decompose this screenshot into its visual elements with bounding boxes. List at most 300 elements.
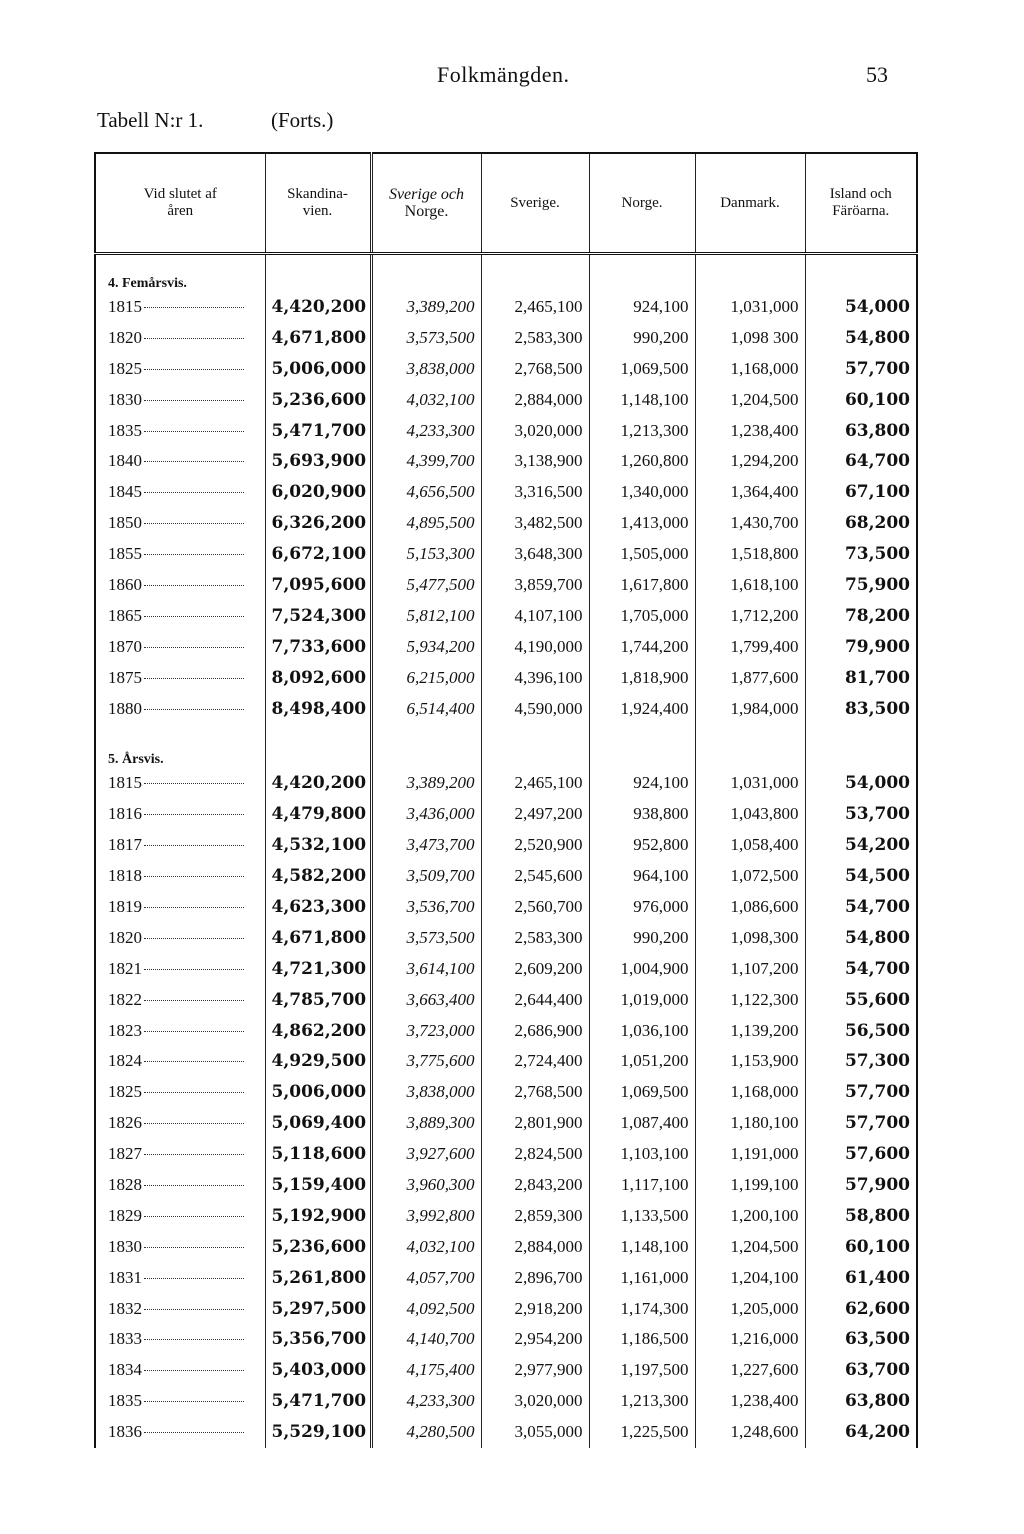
year-label: 1826 [108, 1113, 142, 1133]
cell-danmark: 1,122,300 [695, 984, 805, 1015]
cell-sverige: 3,316,500 [481, 477, 589, 508]
cell-sverige-och-norge: 3,723,000 [371, 1015, 481, 1046]
table-row [95, 353, 917, 384]
year-label: 1840 [108, 451, 142, 471]
cell-sverige: 2,724,400 [481, 1046, 589, 1077]
empty-cell [371, 724, 481, 768]
dot-leader [144, 585, 244, 586]
section-heading: 4. Femårsvis. [95, 254, 265, 292]
cell-sverige: 2,801,900 [481, 1108, 589, 1139]
cell-sverige-och-norge: 3,473,700 [371, 830, 481, 861]
cell-year [95, 322, 265, 353]
dot-leader [144, 1061, 244, 1062]
dot-leader [144, 709, 244, 710]
cell-year [95, 508, 265, 539]
section-heading-row [95, 254, 917, 292]
cell-norge: 976,000 [589, 892, 695, 923]
cell-island-och-faroarna: 64,700 [805, 446, 917, 477]
cell-island-och-faroarna: 54,500 [805, 861, 917, 892]
cell-skandinavien: 8,092,600 [265, 662, 371, 693]
cell-sverige: 2,465,100 [481, 768, 589, 799]
cell-danmark: 1,364,400 [695, 477, 805, 508]
cell-norge: 1,004,900 [589, 953, 695, 984]
cell-sverige-och-norge: 3,509,700 [371, 861, 481, 892]
table-row [95, 799, 917, 830]
table-row [95, 1170, 917, 1201]
dot-leader [144, 1185, 244, 1186]
cell-norge: 1,225,500 [589, 1417, 695, 1448]
year-label: 1820 [108, 327, 142, 347]
dot-leader [144, 845, 244, 846]
cell-sverige-och-norge: 3,775,600 [371, 1046, 481, 1077]
cell-skandinavien: 5,006,000 [265, 353, 371, 384]
empty-cell [265, 724, 371, 768]
cell-norge: 1,019,000 [589, 984, 695, 1015]
population-table-container [94, 152, 916, 1448]
cell-sverige: 3,020,000 [481, 1386, 589, 1417]
cell-danmark: 1,200,100 [695, 1200, 805, 1231]
column-header-danmark: Danmark. [695, 153, 805, 254]
cell-skandinavien: 6,672,100 [265, 539, 371, 570]
cell-year [95, 1139, 265, 1170]
table-row [95, 1262, 917, 1293]
dot-leader [144, 876, 244, 877]
cell-sverige-och-norge: 3,960,300 [371, 1170, 481, 1201]
dot-leader [144, 1309, 244, 1310]
cell-sverige: 2,520,900 [481, 830, 589, 861]
table-row [95, 570, 917, 601]
empty-cell [265, 254, 371, 292]
cell-skandinavien: 5,297,500 [265, 1293, 371, 1324]
year-label: 1817 [108, 835, 142, 855]
cell-skandinavien: 5,192,900 [265, 1200, 371, 1231]
cell-island-och-faroarna: 73,500 [805, 539, 917, 570]
cell-skandinavien: 4,929,500 [265, 1046, 371, 1077]
cell-sverige: 2,977,900 [481, 1355, 589, 1386]
cell-sverige-och-norge: 5,477,500 [371, 570, 481, 601]
cell-island-och-faroarna: 54,700 [805, 953, 917, 984]
cell-year [95, 1077, 265, 1108]
dot-leader [144, 678, 244, 679]
cell-skandinavien: 4,623,300 [265, 892, 371, 923]
cell-island-och-faroarna: 62,600 [805, 1293, 917, 1324]
year-label: 1831 [108, 1267, 142, 1287]
year-label: 1834 [108, 1360, 142, 1380]
cell-island-och-faroarna: 57,700 [805, 353, 917, 384]
cell-sverige-och-norge: 3,889,300 [371, 1108, 481, 1139]
year-label: 1855 [108, 544, 142, 564]
cell-sverige: 3,138,900 [481, 446, 589, 477]
cell-skandinavien: 5,006,000 [265, 1077, 371, 1108]
header-row [95, 153, 917, 254]
cell-sverige: 2,465,100 [481, 292, 589, 323]
dot-leader [144, 907, 244, 908]
population-table [94, 152, 918, 1448]
cell-year [95, 662, 265, 693]
cell-sverige: 4,590,000 [481, 693, 589, 724]
cell-danmark: 1,238,400 [695, 1386, 805, 1417]
year-label: 1829 [108, 1205, 142, 1225]
cell-sverige: 2,843,200 [481, 1170, 589, 1201]
cell-year [95, 1417, 265, 1448]
dot-leader [144, 1092, 244, 1093]
cell-sverige-och-norge: 4,895,500 [371, 508, 481, 539]
table-row [95, 1231, 917, 1262]
year-label: 1865 [108, 605, 142, 625]
dot-leader [144, 492, 244, 493]
cell-island-och-faroarna: 60,100 [805, 1231, 917, 1262]
cell-island-och-faroarna: 58,800 [805, 1200, 917, 1231]
table-row [95, 292, 917, 323]
cell-skandinavien: 4,582,200 [265, 861, 371, 892]
table-row [95, 1200, 917, 1231]
cell-island-och-faroarna: 57,300 [805, 1046, 917, 1077]
dot-leader [144, 461, 244, 462]
cell-danmark: 1,248,600 [695, 1417, 805, 1448]
cell-island-och-faroarna: 55,600 [805, 984, 917, 1015]
cell-norge: 1,133,500 [589, 1200, 695, 1231]
dot-leader [144, 1339, 244, 1340]
table-row [95, 861, 917, 892]
table-row [95, 508, 917, 539]
cell-norge: 1,197,500 [589, 1355, 695, 1386]
cell-norge: 990,200 [589, 922, 695, 953]
cell-skandinavien: 7,733,600 [265, 631, 371, 662]
table-row [95, 1046, 917, 1077]
cell-danmark: 1,058,400 [695, 830, 805, 861]
cell-year [95, 830, 265, 861]
dot-leader [144, 647, 244, 648]
cell-skandinavien: 4,671,800 [265, 322, 371, 353]
year-label: 1818 [108, 866, 142, 886]
empty-cell [805, 254, 917, 292]
cell-sverige-och-norge: 3,573,500 [371, 322, 481, 353]
cell-norge: 1,148,100 [589, 384, 695, 415]
cell-sverige-och-norge: 5,153,300 [371, 539, 481, 570]
cell-sverige-och-norge: 4,032,100 [371, 1231, 481, 1262]
cell-norge: 1,103,100 [589, 1139, 695, 1170]
cell-skandinavien: 5,236,600 [265, 1231, 371, 1262]
cell-year [95, 861, 265, 892]
dot-leader [144, 1370, 244, 1371]
cell-sverige: 2,884,000 [481, 1231, 589, 1262]
dot-leader [144, 1154, 244, 1155]
cell-year [95, 292, 265, 323]
cell-year [95, 477, 265, 508]
cell-year [95, 1324, 265, 1355]
cell-skandinavien: 5,356,700 [265, 1324, 371, 1355]
cell-sverige-och-norge: 4,233,300 [371, 415, 481, 446]
table-row [95, 1293, 917, 1324]
cell-sverige: 2,918,200 [481, 1293, 589, 1324]
cell-danmark: 1,072,500 [695, 861, 805, 892]
cell-sverige-och-norge: 4,092,500 [371, 1293, 481, 1324]
cell-sverige: 2,896,700 [481, 1262, 589, 1293]
cell-year [95, 1200, 265, 1231]
cell-danmark: 1,238,400 [695, 415, 805, 446]
cell-sverige: 2,497,200 [481, 799, 589, 830]
cell-danmark: 1,098 300 [695, 322, 805, 353]
cell-island-och-faroarna: 54,200 [805, 830, 917, 861]
cell-norge: 1,260,800 [589, 446, 695, 477]
table-row [95, 662, 917, 693]
cell-sverige-och-norge: 4,280,500 [371, 1417, 481, 1448]
cell-sverige: 2,954,200 [481, 1324, 589, 1355]
cell-danmark: 1,139,200 [695, 1015, 805, 1046]
table-row [95, 631, 917, 662]
cell-sverige: 2,859,300 [481, 1200, 589, 1231]
year-label: 1825 [108, 1082, 142, 1102]
cell-sverige: 3,648,300 [481, 539, 589, 570]
cell-skandinavien: 4,862,200 [265, 1015, 371, 1046]
cell-norge: 938,800 [589, 799, 695, 830]
cell-sverige: 4,396,100 [481, 662, 589, 693]
cell-year [95, 1355, 265, 1386]
year-label: 1835 [108, 420, 142, 440]
cell-danmark: 1,430,700 [695, 508, 805, 539]
table-row [95, 415, 917, 446]
cell-island-och-faroarna: 63,800 [805, 1386, 917, 1417]
cell-year [95, 384, 265, 415]
year-label: 1815 [108, 773, 142, 793]
cell-norge: 924,100 [589, 768, 695, 799]
table-row [95, 892, 917, 923]
cell-norge: 1,174,300 [589, 1293, 695, 1324]
cell-skandinavien: 5,403,000 [265, 1355, 371, 1386]
year-label: 1820 [108, 927, 142, 947]
year-label: 1830 [108, 1236, 142, 1256]
cell-danmark: 1,031,000 [695, 768, 805, 799]
cell-danmark: 1,799,400 [695, 631, 805, 662]
year-label: 1875 [108, 667, 142, 687]
year-label: 1824 [108, 1051, 142, 1071]
continued-note: (Forts.) [271, 108, 334, 132]
cell-year [95, 953, 265, 984]
cell-danmark: 1,043,800 [695, 799, 805, 830]
cell-norge: 1,069,500 [589, 1077, 695, 1108]
cell-danmark: 1,216,000 [695, 1324, 805, 1355]
year-label: 1850 [108, 513, 142, 533]
cell-norge: 1,186,500 [589, 1324, 695, 1355]
table-row [95, 1108, 917, 1139]
dot-leader [144, 523, 244, 524]
cell-norge: 1,051,200 [589, 1046, 695, 1077]
cell-sverige: 2,583,300 [481, 322, 589, 353]
cell-skandinavien: 5,693,900 [265, 446, 371, 477]
year-label: 1845 [108, 482, 142, 502]
table-row [95, 953, 917, 984]
cell-island-och-faroarna: 63,800 [805, 415, 917, 446]
dot-leader [144, 1247, 244, 1248]
cell-sverige-och-norge: 5,934,200 [371, 631, 481, 662]
empty-cell [695, 724, 805, 768]
cell-danmark: 1,227,600 [695, 1355, 805, 1386]
cell-sverige: 3,859,700 [481, 570, 589, 601]
table-row [95, 1355, 917, 1386]
table-row [95, 1077, 917, 1108]
year-label: 1832 [108, 1298, 142, 1318]
year-label: 1821 [108, 958, 142, 978]
table-row [95, 446, 917, 477]
cell-norge: 1,117,100 [589, 1170, 695, 1201]
cell-norge: 1,161,000 [589, 1262, 695, 1293]
cell-skandinavien: 4,671,800 [265, 922, 371, 953]
table-row [95, 922, 917, 953]
cell-danmark: 1,168,000 [695, 1077, 805, 1108]
column-header-norge: Norge. [589, 153, 695, 254]
cell-sverige-och-norge: 3,927,600 [371, 1139, 481, 1170]
dot-leader [144, 969, 244, 970]
cell-island-och-faroarna: 83,500 [805, 693, 917, 724]
cell-danmark: 1,204,500 [695, 1231, 805, 1262]
cell-norge: 990,200 [589, 322, 695, 353]
cell-year [95, 1108, 265, 1139]
cell-island-och-faroarna: 54,700 [805, 892, 917, 923]
cell-sverige: 2,560,700 [481, 892, 589, 923]
cell-year [95, 1170, 265, 1201]
year-label: 1819 [108, 896, 142, 916]
section-heading-row [95, 724, 917, 768]
cell-sverige-och-norge: 5,812,100 [371, 600, 481, 631]
cell-island-och-faroarna: 78,200 [805, 600, 917, 631]
column-header-sverige: Sverige. [481, 153, 589, 254]
year-label: 1828 [108, 1174, 142, 1194]
cell-skandinavien: 5,069,400 [265, 1108, 371, 1139]
cell-danmark: 1,180,100 [695, 1108, 805, 1139]
dot-leader [144, 431, 244, 432]
cell-skandinavien: 5,471,700 [265, 1386, 371, 1417]
table-row [95, 768, 917, 799]
dot-leader [144, 1432, 244, 1433]
year-label: 1825 [108, 358, 142, 378]
table-row [95, 1417, 917, 1448]
cell-sverige-och-norge: 3,573,500 [371, 922, 481, 953]
empty-cell [371, 254, 481, 292]
page-title: Folkmängden. [437, 62, 570, 87]
table-row [95, 693, 917, 724]
cell-year [95, 1046, 265, 1077]
empty-cell [805, 724, 917, 768]
dot-leader [144, 814, 244, 815]
dot-leader [144, 400, 244, 401]
cell-skandinavien: 4,532,100 [265, 830, 371, 861]
table-row [95, 830, 917, 861]
cell-skandinavien: 4,785,700 [265, 984, 371, 1015]
cell-year [95, 415, 265, 446]
cell-sverige-och-norge: 4,057,700 [371, 1262, 481, 1293]
cell-norge: 924,100 [589, 292, 695, 323]
cell-year [95, 600, 265, 631]
cell-skandinavien: 4,420,200 [265, 768, 371, 799]
cell-year [95, 892, 265, 923]
empty-cell [481, 724, 589, 768]
cell-skandinavien: 5,236,600 [265, 384, 371, 415]
page-number: 53 [866, 62, 888, 87]
cell-danmark: 1,204,500 [695, 384, 805, 415]
year-label: 1827 [108, 1144, 142, 1164]
year-label: 1823 [108, 1020, 142, 1040]
cell-norge: 1,617,800 [589, 570, 695, 601]
column-header-skandinavien: Skandina- vien. [265, 153, 371, 254]
column-header-island-och-faroarna: Island och Färöarna. [805, 153, 917, 254]
cell-norge: 1,818,900 [589, 662, 695, 693]
cell-island-och-faroarna: 60,100 [805, 384, 917, 415]
cell-sverige-och-norge: 6,514,400 [371, 693, 481, 724]
cell-sverige: 3,055,000 [481, 1417, 589, 1448]
cell-norge: 1,148,100 [589, 1231, 695, 1262]
cell-island-och-faroarna: 64,200 [805, 1417, 917, 1448]
cell-sverige-och-norge: 4,175,400 [371, 1355, 481, 1386]
cell-island-och-faroarna: 57,700 [805, 1077, 917, 1108]
dot-leader [144, 554, 244, 555]
table-row [95, 384, 917, 415]
cell-year [95, 1262, 265, 1293]
cell-sverige-och-norge: 3,992,800 [371, 1200, 481, 1231]
table-body [95, 254, 917, 1448]
cell-sverige: 2,545,600 [481, 861, 589, 892]
table-row [95, 600, 917, 631]
table-row [95, 1324, 917, 1355]
cell-skandinavien: 5,261,800 [265, 1262, 371, 1293]
cell-norge: 1,505,000 [589, 539, 695, 570]
dot-leader [144, 616, 244, 617]
cell-year [95, 693, 265, 724]
cell-danmark: 1,168,000 [695, 353, 805, 384]
cell-skandinavien: 5,471,700 [265, 415, 371, 446]
cell-year [95, 570, 265, 601]
table-row [95, 1386, 917, 1417]
cell-island-och-faroarna: 54,000 [805, 768, 917, 799]
table-row [95, 984, 917, 1015]
column-header-year: Vid slutet af åren [95, 153, 265, 254]
cell-norge: 1,924,400 [589, 693, 695, 724]
cell-sverige-och-norge: 3,838,000 [371, 353, 481, 384]
cell-danmark: 1,153,900 [695, 1046, 805, 1077]
cell-skandinavien: 5,529,100 [265, 1417, 371, 1448]
cell-year [95, 353, 265, 384]
cell-year [95, 631, 265, 662]
cell-danmark: 1,294,200 [695, 446, 805, 477]
dot-leader [144, 1278, 244, 1279]
cell-danmark: 1,086,600 [695, 892, 805, 923]
cell-norge: 1,413,000 [589, 508, 695, 539]
year-label: 1860 [108, 574, 142, 594]
cell-norge: 964,100 [589, 861, 695, 892]
cell-sverige: 3,020,000 [481, 415, 589, 446]
cell-skandinavien: 6,020,900 [265, 477, 371, 508]
dot-leader [144, 1000, 244, 1001]
year-label: 1870 [108, 636, 142, 656]
cell-sverige-och-norge: 3,614,100 [371, 953, 481, 984]
cell-island-och-faroarna: 61,400 [805, 1262, 917, 1293]
cell-danmark: 1,098,300 [695, 922, 805, 953]
empty-cell [481, 254, 589, 292]
cell-sverige-och-norge: 3,536,700 [371, 892, 481, 923]
cell-year [95, 768, 265, 799]
cell-year [95, 984, 265, 1015]
cell-sverige-och-norge: 3,838,000 [371, 1077, 481, 1108]
cell-island-och-faroarna: 57,900 [805, 1170, 917, 1201]
section-heading: 5. Årsvis. [95, 724, 265, 768]
empty-cell [589, 724, 695, 768]
cell-island-och-faroarna: 81,700 [805, 662, 917, 693]
table-row [95, 1015, 917, 1046]
cell-island-och-faroarna: 57,700 [805, 1108, 917, 1139]
cell-island-och-faroarna: 54,000 [805, 292, 917, 323]
cell-island-och-faroarna: 54,800 [805, 922, 917, 953]
table-row [95, 322, 917, 353]
cell-island-och-faroarna: 54,800 [805, 322, 917, 353]
